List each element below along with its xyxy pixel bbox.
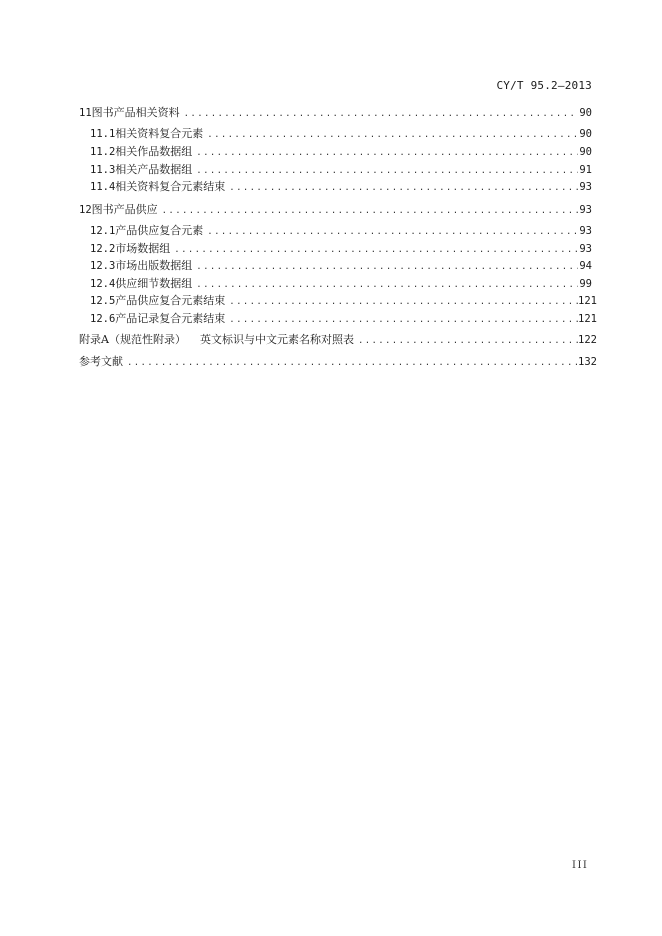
toc-dot-leader	[227, 179, 578, 197]
toc-entry[interactable]	[79, 143, 592, 161]
toc-entry-number: 附录A（规范性附录）	[79, 333, 186, 346]
toc-entry-title: 相关资料复合元素	[115, 127, 204, 140]
toc-entry-title: 相关资料复合元素结束	[115, 180, 226, 193]
toc-entry[interactable]	[79, 161, 592, 179]
toc-dot-leader	[227, 311, 578, 329]
toc-entry-title: 市场出版数据组	[115, 259, 193, 272]
toc-entry[interactable]	[79, 178, 592, 196]
toc-entry-number: 11.3	[90, 164, 116, 176]
toc-entry-number: 12.3	[90, 260, 116, 272]
toc-entry-number: 12	[79, 204, 92, 216]
toc-dot-leader	[227, 293, 578, 311]
toc-entry-title: 相关产品数据组	[115, 163, 193, 176]
toc-entry-title: 产品供应复合元素结束	[115, 294, 226, 307]
toc-entry-number: 11.1	[90, 128, 116, 140]
toc-dot-leader	[205, 126, 578, 144]
page-number: III	[572, 860, 589, 871]
toc-entry-number: 12.1	[90, 225, 116, 237]
toc-entry[interactable]	[79, 292, 597, 310]
toc-entry-number: 12.5	[90, 295, 116, 307]
toc-entry-page: 132	[578, 356, 597, 368]
toc-entry-page: 93	[579, 204, 592, 216]
toc-entry-page: 90	[579, 128, 592, 140]
toc-entry-page: 93	[579, 181, 592, 193]
toc-entry-number: 11	[79, 107, 92, 119]
toc-entry-title: 产品记录复合元素结束	[115, 312, 226, 325]
toc-entry[interactable]	[79, 240, 592, 258]
toc-dot-leader	[356, 332, 578, 350]
document-code: CY/T 95.2—2013	[496, 79, 592, 92]
toc-entry-title: 参考文献	[79, 355, 123, 368]
toc-entry[interactable]	[79, 104, 592, 122]
toc-entry-page: 93	[579, 243, 592, 255]
toc-entry[interactable]	[79, 275, 592, 293]
toc-entry-title: 供应细节数据组	[115, 277, 193, 290]
toc-entry[interactable]	[79, 310, 597, 328]
toc-entry-title: 图书产品供应	[91, 203, 158, 216]
toc-entry-page: 90	[579, 146, 592, 158]
toc-entry-title: 图书产品相关资料	[91, 106, 180, 119]
toc-entry[interactable]	[79, 257, 592, 275]
toc-entry-title: 市场数据组	[115, 242, 171, 255]
toc-entry-title: 相关作品数据组	[115, 145, 193, 158]
toc-entry[interactable]	[79, 222, 592, 240]
toc-entry-page: 93	[579, 225, 592, 237]
toc-dot-leader	[194, 144, 578, 162]
toc-entry[interactable]	[79, 201, 592, 219]
toc-entry-number: 12.6	[90, 313, 116, 325]
toc-entry-page: 94	[579, 260, 592, 272]
toc-entry-title: 英文标识与中文元素名称对照表	[199, 333, 354, 346]
toc-entry[interactable]	[79, 125, 592, 143]
toc-entry-number: 11.4	[90, 181, 116, 193]
toc-dot-leader	[205, 223, 578, 241]
toc-entry-number: 12.2	[90, 243, 116, 255]
toc-entry-appendix[interactable]	[79, 331, 597, 349]
toc-dot-leader	[194, 258, 578, 276]
toc-entry-number: 12.4	[90, 278, 116, 290]
toc-entry-page: 99	[579, 278, 592, 290]
toc-entry-number: 11.2	[90, 146, 116, 158]
toc-entry-bibliography[interactable]	[79, 353, 597, 371]
toc-entry-page: 90	[579, 107, 592, 119]
toc-entry-page: 91	[579, 164, 592, 176]
toc-entry-page: 122	[578, 334, 597, 346]
toc-entry-title: 产品供应复合元素	[115, 224, 204, 237]
toc-dot-leader	[125, 354, 578, 372]
toc-entry-page: 121	[578, 313, 597, 325]
toc-dot-leader	[182, 105, 578, 123]
toc-entry-page: 121	[578, 295, 597, 307]
toc-dot-leader	[160, 202, 578, 220]
